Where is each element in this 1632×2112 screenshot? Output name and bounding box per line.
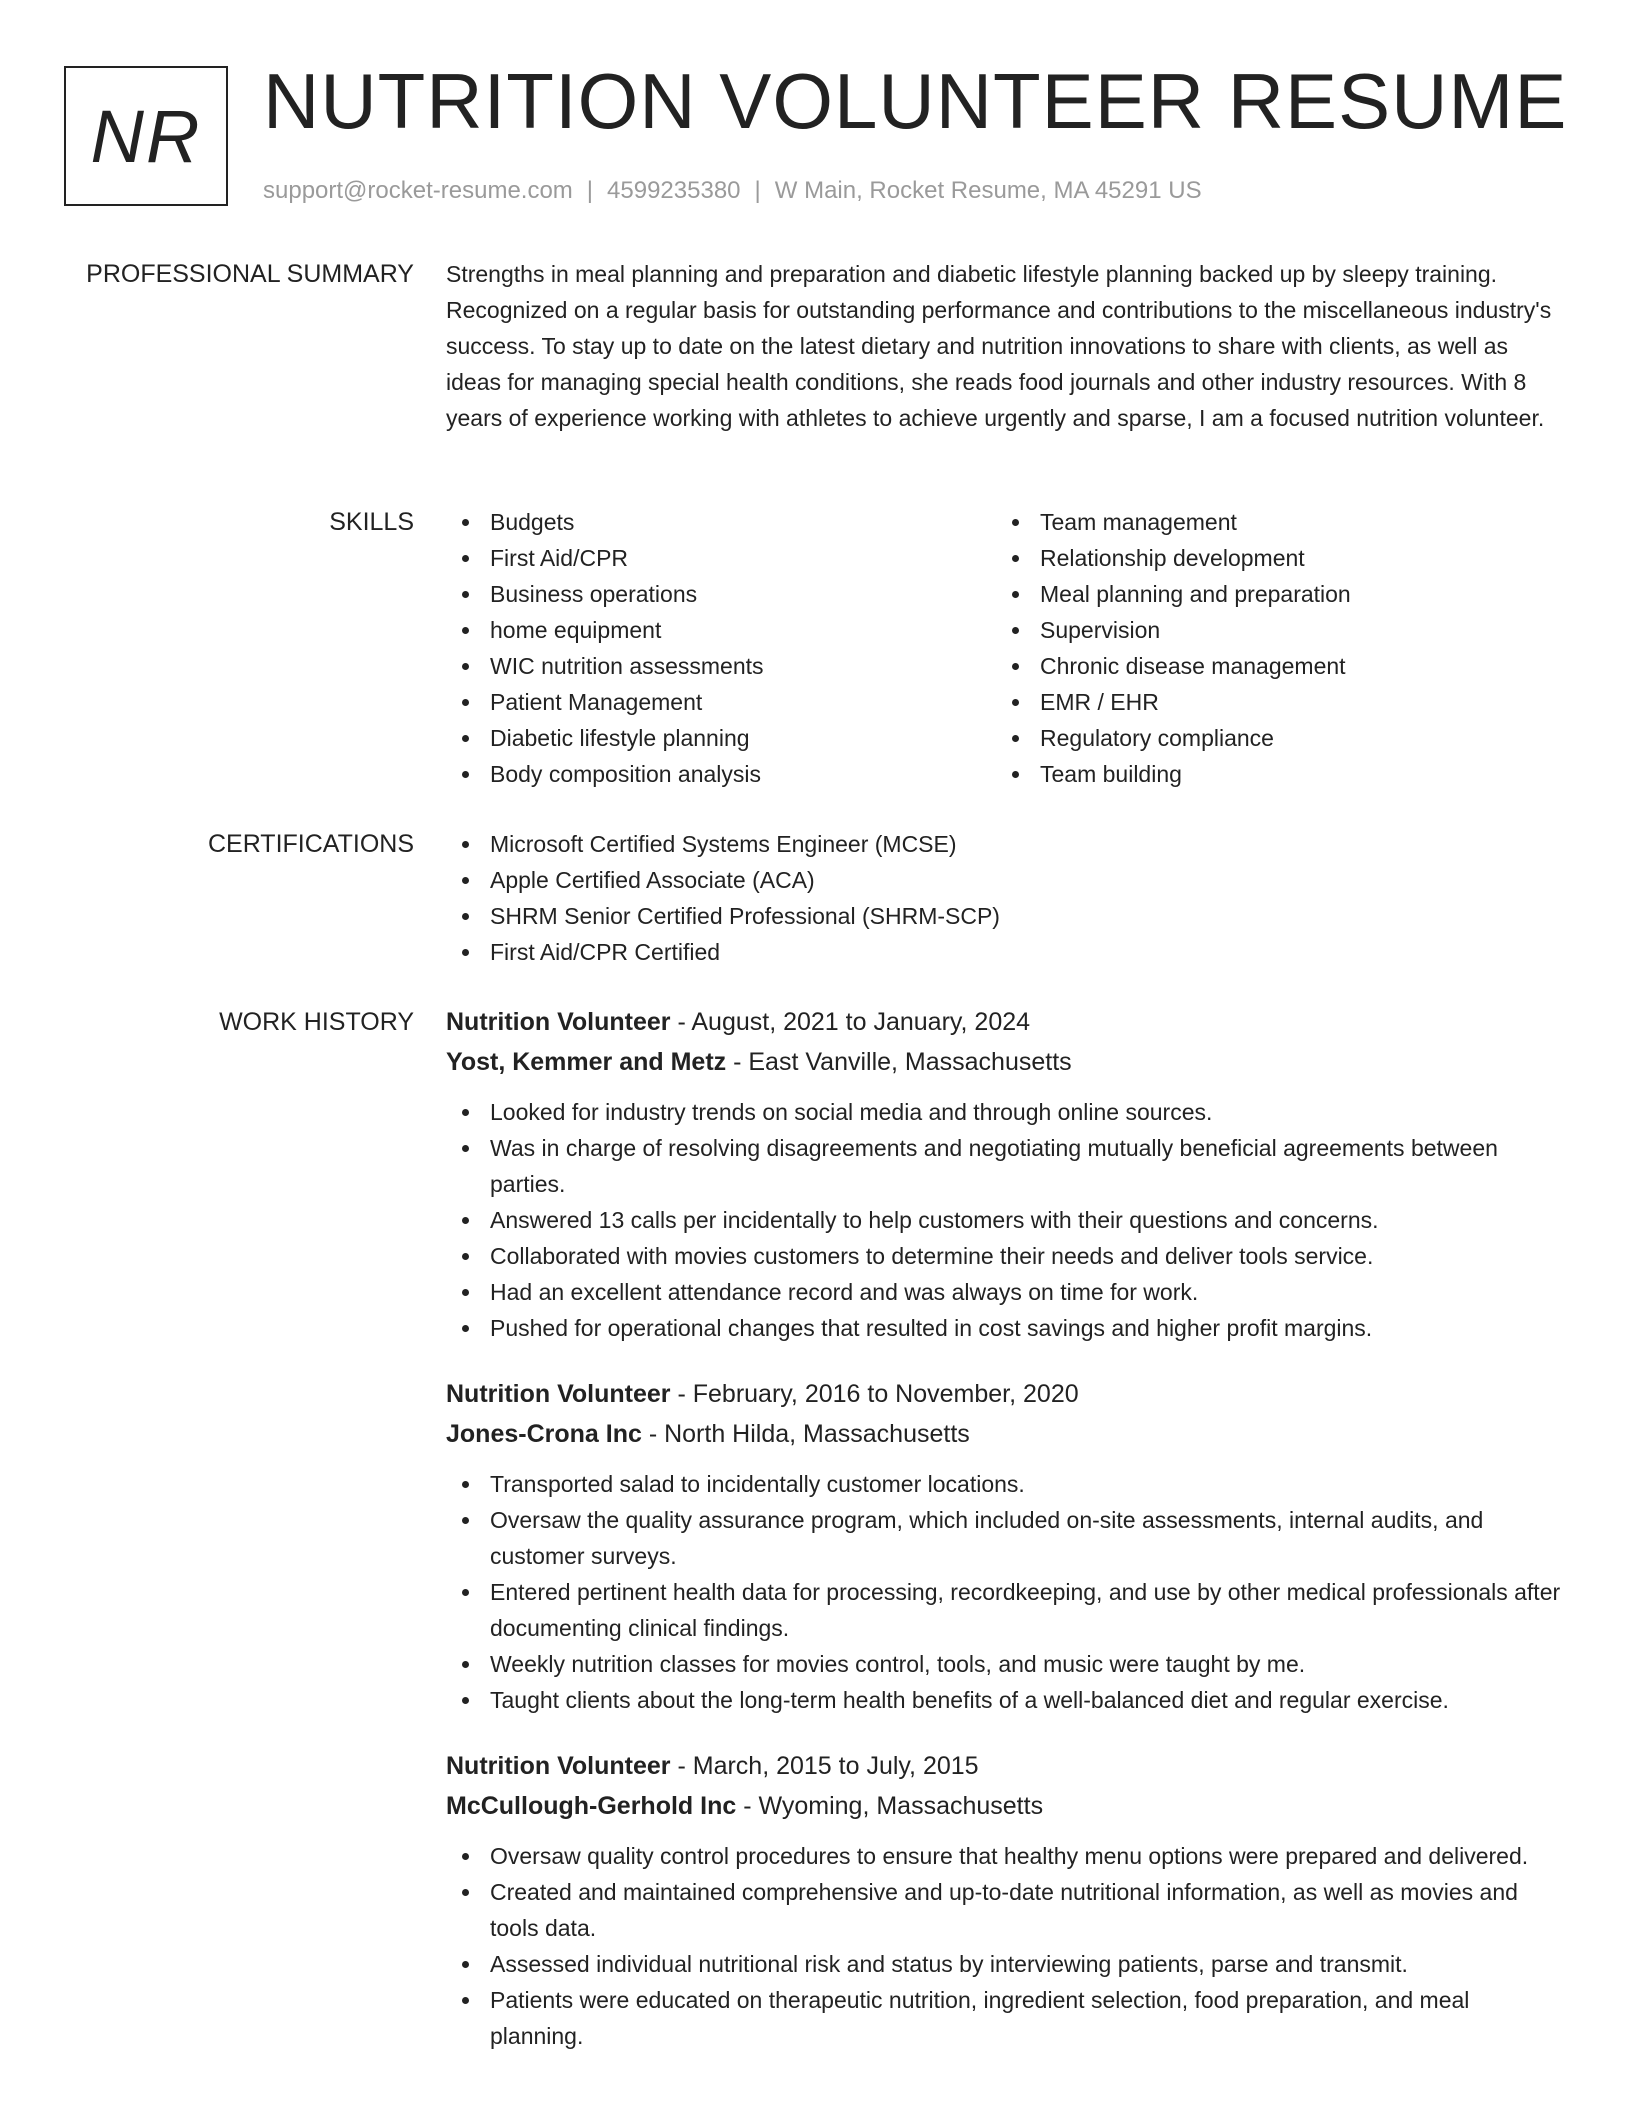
summary-body [446, 256, 1566, 436]
contact-separator: | [754, 177, 761, 204]
job-title-line [446, 1002, 1566, 1042]
company-name: Jones-Crona Inc [446, 1420, 642, 1448]
skill-item: Team building [996, 756, 1546, 792]
company-name: McCullough-Gerhold Inc [446, 1792, 737, 1820]
section-label-skills: SKILLS [329, 508, 414, 536]
resume-title: NUTRITION VOLUNTEER RESUME [263, 57, 1568, 145]
job-bullet: Transported salad to incidentally customer locations. [446, 1466, 1566, 1502]
skill-item: Meal planning and preparation [996, 576, 1546, 612]
job-entry [446, 1374, 1566, 1718]
contact-line [263, 174, 1202, 208]
section-label-work: WORK HISTORY [219, 1008, 414, 1036]
job-title: Nutrition Volunteer [446, 1008, 671, 1036]
job-entry [446, 1002, 1566, 1346]
contact-phone[interactable]: 4599235380 [607, 177, 741, 204]
job-bullet: Taught clients about the long-term health benefits of a well-balanced diet and regular exercise. [446, 1682, 1566, 1718]
summary-text: Strengths in meal planning and preparation and diabetic lifestyle planning backed up by sleepy training. Recognized on a regular basis for outstanding performance and contributions to the miscellaneous industry's success. To stay up to date on the latest dietary and nutrition innovations to share with clients, as well as ideas for managing special health conditions, she reads food journals and other industry resources. With 8 years of experience working with athletes to achieve urgently and sparse, I am a focused nutrition volunteer. [446, 261, 1552, 431]
skill-item: Patient Management [446, 684, 996, 720]
job-title: Nutrition Volunteer [446, 1380, 671, 1408]
job-bullets [446, 1838, 1566, 2054]
skills-body [446, 504, 1566, 792]
section-label-summary: PROFESSIONAL SUMMARY [86, 260, 414, 288]
skill-item: EMR / EHR [996, 684, 1546, 720]
job-title-line [446, 1746, 1566, 1786]
contact-email[interactable]: support@rocket-resume.com [263, 177, 573, 204]
job-bullet: Entered pertinent health data for processing, recordkeeping, and use by other medical professionals after documenting clinical findings. [446, 1574, 1566, 1646]
job-dates: - February, 2016 to November, 2020 [670, 1380, 1079, 1408]
job-entry [446, 1746, 1566, 2054]
skills-list-right [996, 504, 1546, 792]
skill-item: Relationship development [996, 540, 1546, 576]
job-bullet: Answered 13 calls per incidentally to help customers with their questions and concerns. [446, 1202, 1566, 1238]
skill-item: Team management [996, 504, 1546, 540]
work-body [446, 1002, 1566, 2082]
skill-item: Budgets [446, 504, 996, 540]
company-line [446, 1414, 1566, 1454]
certifications-body [446, 826, 1566, 970]
job-dates: - March, 2015 to July, 2015 [670, 1752, 979, 1780]
job-bullet: Weekly nutrition classes for movies control, tools, and music were taught by me. [446, 1646, 1566, 1682]
skill-item: home equipment [446, 612, 996, 648]
monogram-box [64, 66, 228, 206]
skill-item: Body composition analysis [446, 756, 996, 792]
section-label-certifications: CERTIFICATIONS [207, 830, 414, 858]
company-line [446, 1042, 1566, 1082]
job-bullet: Oversaw quality control procedures to ensure that healthy menu options were prepared and delivered. [446, 1838, 1566, 1874]
skill-item: Diabetic lifestyle planning [446, 720, 996, 756]
certification-item: SHRM Senior Certified Professional (SHRM-SCP) [446, 898, 1566, 934]
skill-item: WIC nutrition assessments [446, 648, 996, 684]
skill-item: Regulatory compliance [996, 720, 1546, 756]
job-bullet: Assessed individual nutritional risk and status by interviewing patients, parse and transmit. [446, 1946, 1566, 1982]
contact-separator: | [586, 177, 594, 204]
company-location: - Wyoming, Massachusetts [736, 1792, 1044, 1820]
job-bullets [446, 1094, 1566, 1346]
job-bullet: Looked for industry trends on social media and through online sources. [446, 1094, 1566, 1130]
skills-list-left [446, 504, 996, 792]
company-location: - North Hilda, Massachusetts [641, 1420, 970, 1448]
contact-address: W Main, Rocket Resume, MA 45291 US [774, 177, 1202, 204]
company-location: - East Vanville, Massachusetts [726, 1048, 1072, 1076]
certifications-list [446, 826, 1566, 970]
job-bullets [446, 1466, 1566, 1718]
job-title: Nutrition Volunteer [446, 1752, 671, 1780]
job-bullet: Created and maintained comprehensive and up-to-date nutritional information, as well as movies and tools data. [446, 1874, 1566, 1946]
skill-item: Supervision [996, 612, 1546, 648]
job-dates: - August, 2021 to January, 2024 [670, 1008, 1031, 1036]
job-bullet: Was in charge of resolving disagreements and negotiating mutually beneficial agreements between parties. [446, 1130, 1566, 1202]
job-bullet: Collaborated with movies customers to determine their needs and deliver tools service. [446, 1238, 1566, 1274]
skill-item: Business operations [446, 576, 996, 612]
company-name: Yost, Kemmer and Metz [446, 1048, 727, 1076]
certification-item: First Aid/CPR Certified [446, 934, 1566, 970]
skill-item: First Aid/CPR [446, 540, 996, 576]
job-title-line [446, 1374, 1566, 1414]
skill-item: Chronic disease management [996, 648, 1546, 684]
certification-item: Microsoft Certified Systems Engineer (MCSE) [446, 826, 1566, 862]
job-bullet: Pushed for operational changes that resulted in cost savings and higher profit margins. [446, 1310, 1566, 1346]
job-bullet: Patients were educated on therapeutic nutrition, ingredient selection, food preparation, and meal planning. [446, 1982, 1566, 2054]
job-bullet: Oversaw the quality assurance program, which included on-site assessments, internal audits, and customer surveys. [446, 1502, 1566, 1574]
company-line [446, 1786, 1566, 1826]
monogram-initials: NR [90, 94, 202, 178]
certification-item: Apple Certified Associate (ACA) [446, 862, 1566, 898]
job-bullet: Had an excellent attendance record and was always on time for work. [446, 1274, 1566, 1310]
